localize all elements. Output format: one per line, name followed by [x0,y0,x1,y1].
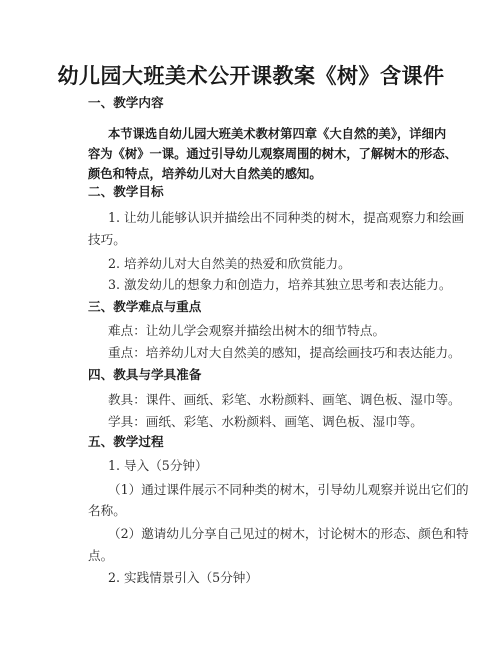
section-heading-5: 五、教学过程 [88,434,164,449]
paragraph-line: 重点：培养幼儿对大自然美的感知，提高绘画技巧和表达能力。 [108,345,461,360]
paragraph-line: 颜色和特点，培养幼儿对大自然美的感知。 [88,167,322,181]
list-item-line: 2. 培养幼儿对大自然美的热爱和欣赏能力。 [108,256,351,271]
list-item-line: 3. 激发幼儿的想象力和创造力，培养其独立思考和表达能力。 [108,277,452,292]
paragraph-line: 容为《树》一课。通过引导幼儿观察周围的树木，了解树木的形态、 [88,147,457,161]
paragraph-line: （1）通过课件展示不同种类的树木，引导幼儿观察并说出它们的 [108,482,469,497]
section-heading-2: 二、教学目标 [88,184,164,199]
paragraph-line: 教具：课件、画纸、彩笔、水粉颜料、画笔、调色板、湿巾等。 [108,392,461,407]
section-heading-3: 三、教学难点与重点 [88,299,202,314]
paragraph-line: 点。 [88,548,114,563]
paragraph-line: 本节课选自幼儿园大班美术教材第四章《大自然的美》，详细内 [108,127,447,141]
paragraph-line: （2）邀请幼儿分享自己见过的树木，讨论树木的形态、颜色和特 [108,526,469,541]
section-heading-1: 一、教学内容 [88,95,164,110]
paragraph-line: 名称。 [88,503,126,518]
list-item-line: 2. 实践情景引入（5分钟） [108,570,258,585]
list-item-line: 技巧。 [88,232,126,247]
document-title: 幼儿园大班美术公开课教案《树》含课件 [57,64,445,88]
paragraph-line: 学具：画纸、彩笔、水粉颜料、画笔、调色板、湿巾等。 [108,414,423,429]
paragraph-line: 难点：让幼儿学会观察并描绘出树木的细节特点。 [108,323,386,338]
list-item-line: 1. 导入（5分钟） [108,458,208,473]
list-item-line: 1. 让幼儿能够认识并描绘出不同种类的树木，提高观察力和绘画 [108,210,465,225]
section-heading-4: 四、教具与学具准备 [88,367,202,382]
